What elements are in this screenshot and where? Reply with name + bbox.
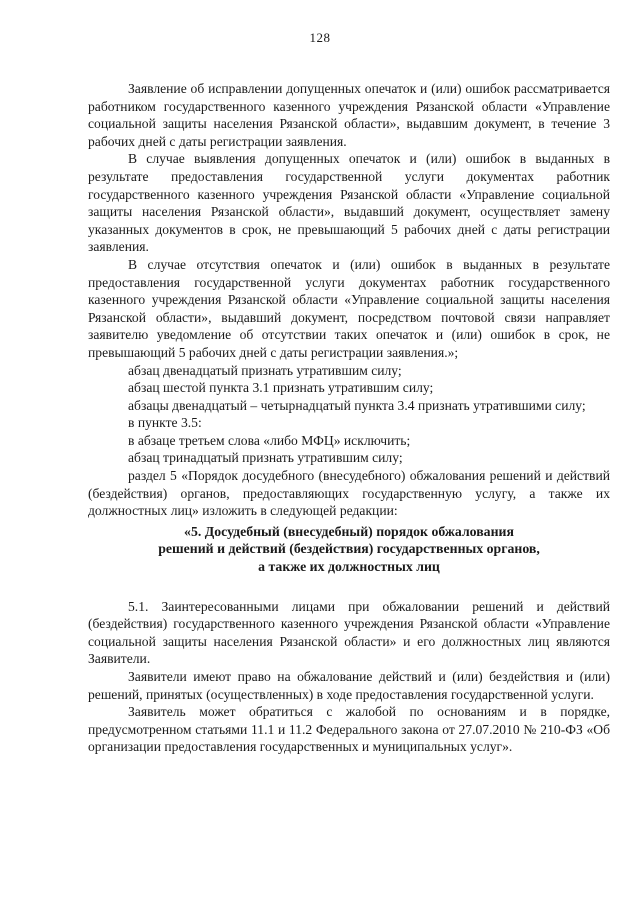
paragraph-section-5-intro: раздел 5 «Порядок досудебного (внесудебного) обжалования решений и действий (бездействия) органов, предоставляющих государственную услугу, а также их должностных лиц» изложить в следующей редакции: bbox=[88, 468, 610, 519]
section-5-heading-line-1: «5. Досудебный (внесудебный) порядок обжалования bbox=[184, 523, 514, 539]
paragraph-abzac-12: абзац двенадцатый признать утратившим силу; bbox=[128, 362, 402, 378]
section-5-heading bbox=[88, 523, 610, 576]
paragraph-complaint-basis: Заявитель может обратиться с жалобой по основаниям и в порядке, предусмотренном статьями 11.1 и 11.2 Федерального закона от 27.07.2010 № 210-ФЗ «Об организации предоставления государственных и муниципальных услуг». bbox=[88, 704, 610, 755]
document-body bbox=[88, 80, 610, 756]
paragraph-abzac-3: в абзаце третьем слова «либо МФЦ» исключить; bbox=[128, 432, 411, 448]
paragraph-abzac-13: абзац тринадцатый признать утратившим силу; bbox=[128, 450, 403, 466]
paragraph-correction-review: Заявление об исправлении допущенных опечаток и (или) ошибок рассматривается работником государственного казенного учреждения Рязанской области «Управление социальной защиты населения Рязанской области», выдавшим документ, в течение 3 рабочих дней с даты регистрации заявления. bbox=[88, 81, 610, 149]
section-gap bbox=[88, 576, 610, 598]
paragraph-abzacy-p3-4: абзацы двенадцатый – четырнадцатый пункта 3.4 признать утратившими силу; bbox=[128, 397, 586, 413]
section-5-heading-line-2: решений и действий (бездействия) государственных органов, bbox=[158, 541, 540, 557]
paragraph-errors-found: В случае выявления допущенных опечаток и (или) ошибок в выданных в результате предоставления государственной услуги документах работник государственного казенного учреждения Рязанской области «Управление социальной защиты населения Рязанской области», выдавший документ, осуществляет замену указанных документов в срок, не превышающий 5 рабочих дней с даты регистрации заявления. bbox=[88, 151, 610, 255]
paragraph-no-errors: В случае отсутствия опечаток и (или) ошибок в выданных в результате предоставления государственной услуги документах работник государственного казенного учреждения Рязанской области «Управление социальной защиты населения Рязанской области», выдавший документ, посредством почтовой связи направляет заявителю уведомление об отсутствии таких опечаток и (или) ошибок в срок, не превышающий 5 рабочих дней с даты регистрации заявления.»; bbox=[88, 256, 610, 360]
section-5-heading-line-3: а также их должностных лиц bbox=[258, 559, 440, 575]
paragraph-p3-5: в пункте 3.5: bbox=[128, 415, 202, 431]
page-number: 128 bbox=[309, 30, 331, 45]
paragraph-appeal-right: Заявители имеют право на обжалование действий и (или) бездействия и (или) решений, принятых (осуществленных) в ходе предоставления государственной услуги. bbox=[88, 669, 610, 702]
paragraph-5-1: 5.1. Заинтересованными лицами при обжаловании решений и действий (бездействия) государственного казенного учреждения Рязанской области «Управление социальной защиты населения Рязанской области» и его должностных лиц являются Заявители. bbox=[88, 598, 610, 667]
paragraph-abzac-6-p3-1: абзац шестой пункта 3.1 признать утратившим силу; bbox=[128, 380, 434, 396]
